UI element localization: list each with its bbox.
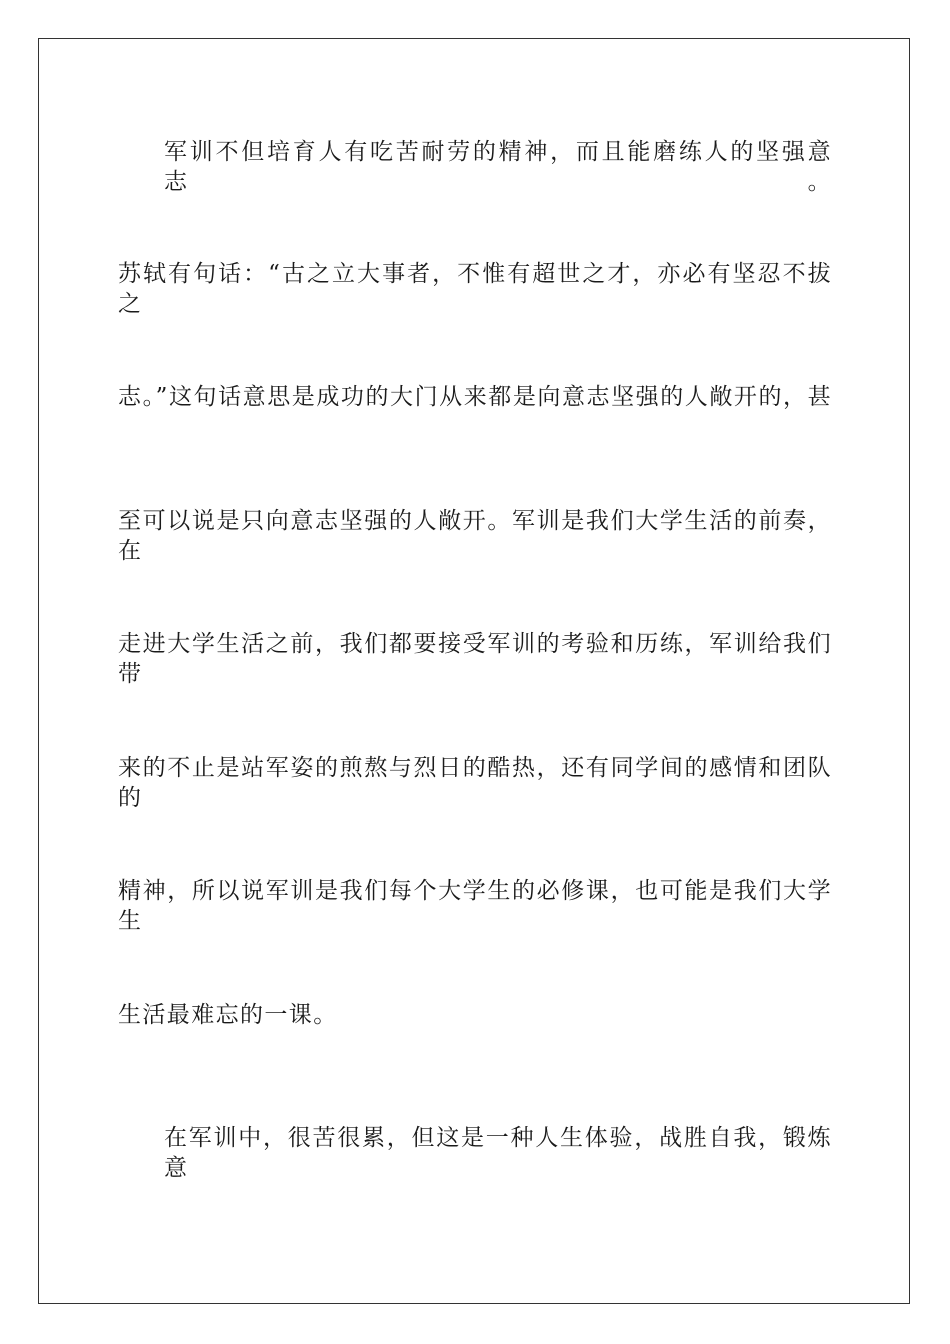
paragraph-1-line-8: 生活最难忘的一课。 <box>118 1002 338 1028</box>
paragraph-1-line-1: 军训不但培育人有吃苦耐劳的精神，而且能磨练人的坚强意志。 <box>164 139 832 195</box>
paragraph-1-line-7: 精神，所以说军训是我们每个大学生的必修课，也可能是我们大学生 <box>118 878 832 934</box>
paragraph-1-line-2: 苏轼有句话：“古之立大事者，不惟有超世之才，亦必有坚忍不拔之 <box>118 261 832 317</box>
paragraph-2-line-1: 在军训中，很苦很累，但这是一种人生体验，战胜自我，锻炼意 <box>164 1125 832 1181</box>
paragraph-1-line-5: 走进大学生活之前，我们都要接受军训的考验和历练，军训给我们带 <box>118 631 832 687</box>
paragraph-1-line-3: 志。”这句话意思是成功的大门从来都是向意志坚强的人敞开的，甚 <box>118 384 832 410</box>
paragraph-1-line-6: 来的不止是站军姿的煎熬与烈日的酷热，还有同学间的感情和团队的 <box>118 755 832 811</box>
paragraph-1-line-4: 至可以说是只向意志坚强的人敞开。军训是我们大学生活的前奏，在 <box>118 508 832 564</box>
